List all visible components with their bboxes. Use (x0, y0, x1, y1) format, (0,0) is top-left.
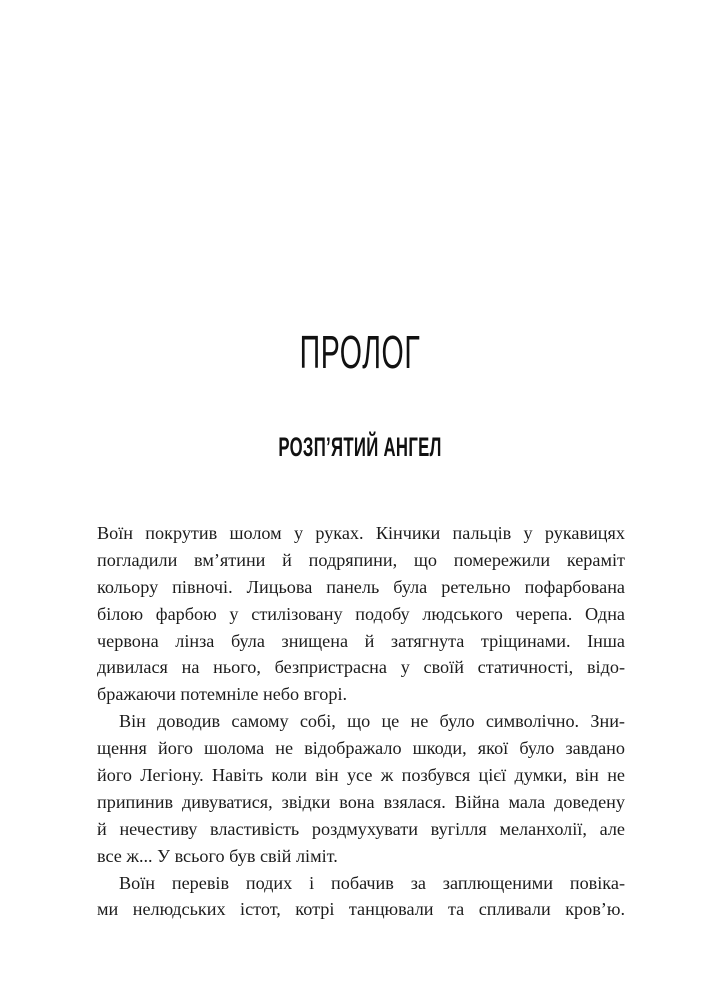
text-line: кольору півночі. Лицьова панель була ретельно пофарбована (97, 576, 625, 597)
text-line: Він доводив самому собі, що це не було символічно. Зни- (119, 711, 625, 732)
text-line: погладили вм’ятини й подряпини, що помережили кераміт (97, 549, 625, 570)
text-line: ми нелюдських істот, котрі танцювали та спливали кров’ю. (97, 899, 625, 920)
body-text (97, 520, 625, 923)
chapter-title: ПРОЛОГ (299, 326, 421, 378)
text-line: все ж... У всього був свій ліміт. (97, 845, 338, 866)
text-line: й нечестиву властивість роздмухувати вугілля меланхолії, але (97, 818, 625, 839)
text-line: припинив дивуватися, звідки вона взялася. Війна мала доведену (97, 791, 625, 812)
text-line: дивилася на нього, безпристрасна у своїй статичності, відо- (97, 657, 625, 678)
text-line: бражаючи потемніле небо вгорі. (97, 684, 348, 705)
text-line: червона лінза була знищена й затягнута тріщинами. Інша (97, 630, 625, 651)
text-line: його Легіону. Навіть коли він усе ж позбувся цієї думки, він не (97, 765, 625, 786)
chapter-subtitle: РОЗП’ЯТИЙ АНГЕЛ (278, 432, 442, 462)
text-line: білою фарбою у стилізовану подобу людського черепа. Одна (97, 603, 625, 624)
text-line: Воїн покрутив шолом у руках. Кінчики пальців у рукавицях (97, 523, 625, 543)
text-line: Воїн перевів подих і побачив за заплющеними повіка- (119, 872, 625, 893)
text-line: щення його шолома не відображало шкоди, якої було завдано (97, 738, 625, 759)
